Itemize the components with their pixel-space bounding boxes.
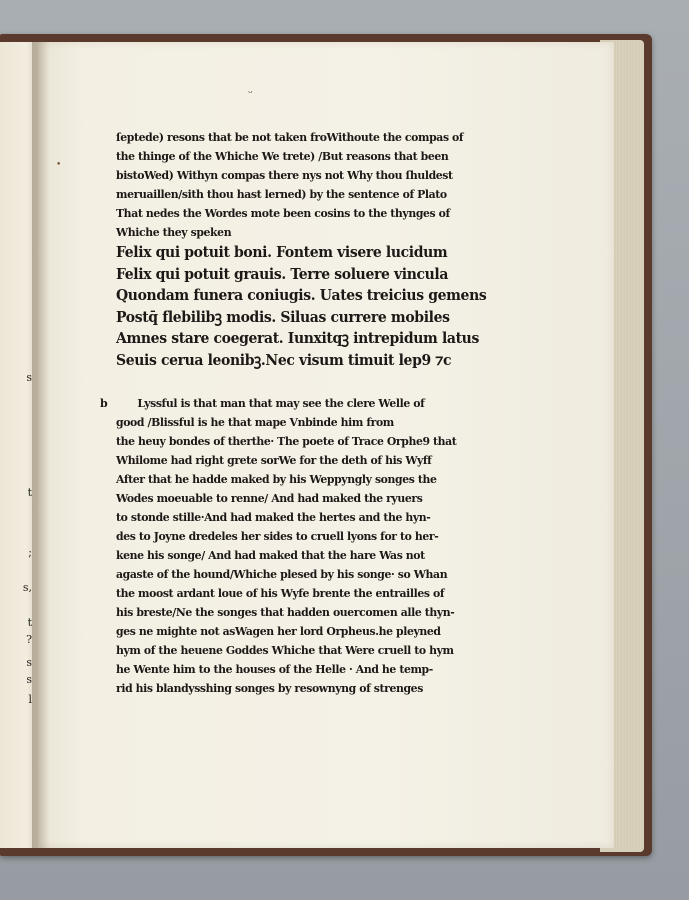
ink-spot: • [56, 160, 62, 170]
verse-line: Seuis cerua leonibꝫ.Nec visum timuit lep9 ⁊c [116, 350, 452, 369]
text-line: his breste/Ne the songes that hadden ouercomen alle thyn- [116, 604, 455, 619]
printers-mark: ᵕ [248, 86, 253, 100]
text-line: ſeptede) resons that be not taken froWithoute the compas of [116, 130, 464, 144]
text-line: the moost ardant loue of his Wyfe brente the entrailles of [116, 585, 445, 600]
text-line: Whiche they speken [116, 225, 232, 239]
text-line: the thinge of the Whiche We trete) /But reasons that been [116, 149, 449, 163]
left-page-fragment: t [27, 486, 32, 499]
text-line: ges ne mighte not asWagen her lord Orpheus.he pleyned [116, 623, 441, 638]
text-line: meruaillen/sith thou hast lerned) by the sentence of Plato [116, 187, 447, 201]
page-text [100, 128, 487, 698]
left-page-fragment: s [26, 656, 32, 669]
paragraph-english-1 [116, 128, 476, 242]
text-line: rid his blandysshing songes by resownyng of strenges [116, 680, 423, 695]
text-line: hym of the heuene Goddes Whiche that Were cruell to hym [116, 642, 454, 657]
text-line: That nedes the Wordes mote been cosins to the thynges of [116, 206, 450, 220]
left-page-fragment: ; [28, 546, 32, 559]
text-line: Wodes moeuable to renne/ And had maked the ryuers [116, 490, 423, 505]
text-line: des to Joyne dredeles her sides to cruell lyons for to her- [116, 528, 439, 543]
guide-letter: b [100, 396, 108, 410]
text-line: kene his songe/ And had maked that the hare Was not [116, 547, 425, 562]
book-page [38, 42, 614, 848]
text-line: good /Blissful is he that mape Vnbinde him from [116, 414, 394, 429]
left-page-fragment: l [28, 693, 32, 706]
text-line: agaste of the hound/Whiche plesed by his songe· so Whan [116, 566, 448, 581]
text-line: After that he hadde maked by his Weppyngly songes the [116, 471, 437, 486]
text-line: Lyssful is that man that may see the clere Welle of [137, 395, 425, 410]
text-line: to stonde stille·And had maked the hertes and the hyn- [116, 509, 431, 524]
spacer [116, 372, 476, 394]
verse-line: Amnes stare coegerat. Iunxitqꝫ intrepidum latus [116, 329, 479, 348]
verse-line: Postq̄ flebilibꝫ modis. Siluas currere mobiles [116, 307, 450, 326]
left-page-fragment: ? [26, 633, 32, 646]
verse-line: Quondam funera coniugis. Uates treicius gemens [116, 286, 487, 305]
paragraph-english-2 [100, 394, 476, 698]
left-page-fragment: s [26, 371, 32, 384]
verse-line: Felix qui potuit boni. Fontem visere lucidum [116, 243, 448, 261]
text-line: the heuy bondes of therthe· The poete of Trace Orphe9 that [116, 433, 457, 448]
text-line: bistoWed) Withyn compas there nys not Why thou ſhuldest [116, 168, 453, 182]
verse-line: Felix qui potuit grauis. Terre soluere vincula [116, 264, 449, 283]
text-line: Whilome had right grete sorWe for the deth of his Wyff [116, 452, 432, 467]
left-page-fragment: s, [22, 581, 32, 594]
latin-verse [116, 242, 487, 372]
left-page-fragment: t [27, 616, 32, 629]
gutter-shadow [32, 42, 50, 848]
text-line: he Wente him to the houses of the Helle · And he temp- [116, 661, 433, 676]
left-page-fragment: s [26, 673, 32, 686]
